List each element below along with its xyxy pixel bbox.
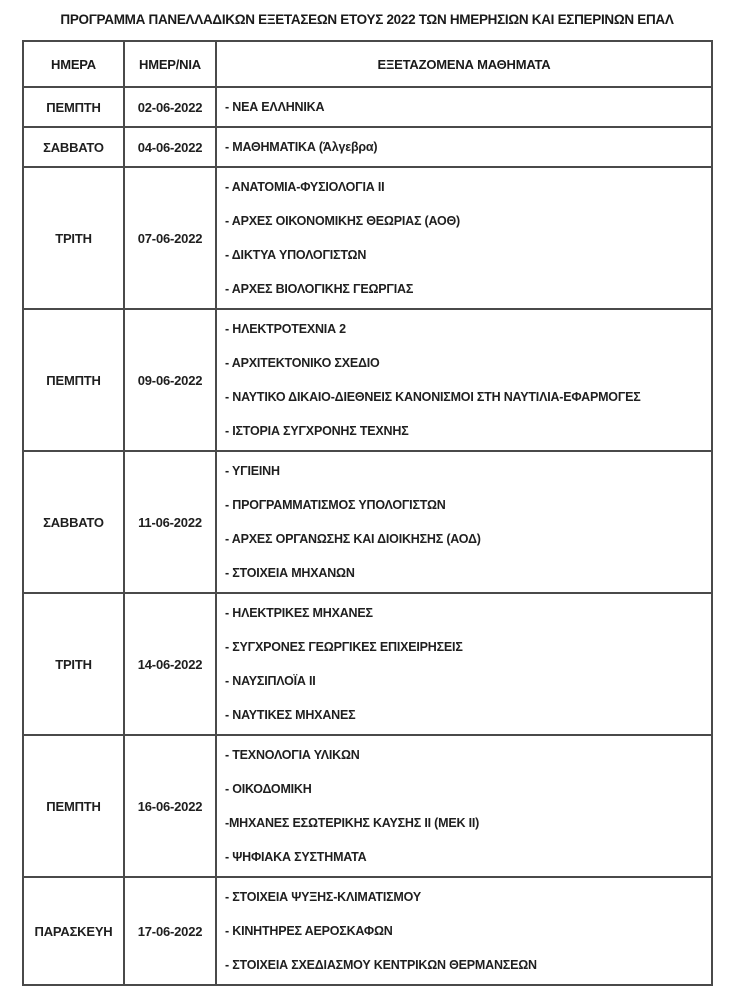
table-row: [23, 127, 712, 167]
subjects-cell: [216, 309, 712, 451]
day-cell: ΠΕΜΠΤΗ: [23, 309, 124, 451]
subject-item: - ΔΙΚΤΥΑ ΥΠΟΛΟΓΙΣΤΩΝ: [225, 248, 367, 262]
subject-item: - ΙΣΤΟΡΙΑ ΣΥΓΧΡΟΝΗΣ ΤΕΧΝΗΣ: [225, 424, 409, 438]
subject-item: - ΑΡΧΕΣ ΒΙΟΛΟΓΙΚΗΣ ΓΕΩΡΓΙΑΣ: [225, 282, 414, 296]
table-row: [23, 309, 712, 451]
date-cell: 14-06-2022: [124, 593, 216, 735]
page-title: ΠΡΟΓΡΑΜΜΑ ΠΑΝΕΛΛΑΔΙΚΩΝ ΕΞΕΤΑΣΕΩΝ ΕΤΟΥΣ 2022 ΤΩΝ ΗΜΕΡΗΣΙΩΝ ΚΑΙ ΕΣΠΕΡΙΝΩΝ ΕΠΑΛ: [60, 12, 674, 27]
column-header-date: ΗΜΕΡ/ΝΙΑ: [124, 41, 216, 87]
subject-item: - ΠΡΟΓΡΑΜΜΑΤΙΣΜΟΣ ΥΠΟΛΟΓΙΣΤΩΝ: [225, 498, 446, 512]
subject-item: - ΝΕΑ ΕΛΛΗΝΙΚΑ: [225, 100, 325, 114]
day-cell: ΤΡΙΤΗ: [23, 593, 124, 735]
date-cell: 17-06-2022: [124, 877, 216, 985]
subject-item: - ΨΗΦΙΑΚΑ ΣΥΣΤΗΜΑΤΑ: [225, 850, 367, 864]
subject-item: - ΗΛΕΚΤΡΟΤΕΧΝΙΑ 2: [225, 322, 346, 336]
subject-item: - ΣΥΓΧΡΟΝΕΣ ΓΕΩΡΓΙΚΕΣ ΕΠΙΧΕΙΡΗΣΕΙΣ: [225, 640, 463, 654]
date-cell: 09-06-2022: [124, 309, 216, 451]
subject-item: - ΝΑΥΤΙΚΕΣ ΜΗΧΑΝΕΣ: [225, 708, 356, 722]
subject-item: - ΑΡΧΕΣ ΟΙΚΟΝΟΜΙΚΗΣ ΘΕΩΡΙΑΣ (ΑΟΘ): [225, 214, 460, 228]
subject-item: - ΑΝΑΤΟΜΙΑ-ΦΥΣΙΟΛΟΓΙΑ II: [225, 180, 385, 194]
column-header-subjects: ΕΞΕΤΑΖΟΜΕΝΑ ΜΑΘΗΜΑΤΑ: [216, 41, 712, 87]
day-cell: ΠΑΡΑΣΚΕΥΗ: [23, 877, 124, 985]
table-row: [23, 167, 712, 309]
subject-item: - ΝΑΥΤΙΚΟ ΔΙΚΑΙΟ-ΔΙΕΘΝΕΙΣ ΚΑΝΟΝΙΣΜΟΙ ΣΤΗ ΝΑΥΤΙΛΙΑ-ΕΦΑΡΜΟΓΕΣ: [225, 390, 641, 404]
day-cell: ΣΑΒΒΑΤΟ: [23, 451, 124, 593]
subject-item: - ΣΤΟΙΧΕΙΑ ΣΧΕΔΙΑΣΜΟΥ ΚΕΝΤΡΙΚΩΝ ΘΕΡΜΑΝΣΕΩΝ: [225, 958, 537, 972]
subject-item: - ΗΛΕΚΤΡΙΚΕΣ ΜΗΧΑΝΕΣ: [225, 606, 373, 620]
subject-item: - ΥΓΙΕΙΝΗ: [225, 464, 280, 478]
day-cell: ΤΡΙΤΗ: [23, 167, 124, 309]
subject-item: - ΑΡΧΕΣ ΟΡΓΑΝΩΣΗΣ ΚΑΙ ΔΙΟΙΚΗΣΗΣ (ΑΟΔ): [225, 532, 481, 546]
subject-item: - ΣΤΟΙΧΕΙΑ ΨΥΞΗΣ-ΚΛΙΜΑΤΙΣΜΟΥ: [225, 890, 421, 904]
subject-item: - ΜΑΘΗΜΑΤΙΚΑ (Άλγεβρα): [225, 140, 378, 154]
subjects-cell: [216, 451, 712, 593]
subject-item: - ΣΤΟΙΧΕΙΑ ΜΗΧΑΝΩΝ: [225, 566, 355, 580]
day-cell: ΠΕΜΠΤΗ: [23, 735, 124, 877]
table-header-row: [23, 41, 712, 87]
subject-item: - ΚΙΝΗΤΗΡΕΣ ΑΕΡΟΣΚΑΦΩΝ: [225, 924, 393, 938]
day-cell: ΣΑΒΒΑΤΟ: [23, 127, 124, 167]
table-row: [23, 87, 712, 127]
subjects-cell: [216, 593, 712, 735]
subjects-cell: [216, 167, 712, 309]
subjects-cell: [216, 877, 712, 985]
date-cell: 04-06-2022: [124, 127, 216, 167]
date-cell: 02-06-2022: [124, 87, 216, 127]
date-cell: 16-06-2022: [124, 735, 216, 877]
subjects-cell: [216, 127, 712, 167]
table-row: [23, 877, 712, 985]
subjects-cell: [216, 87, 712, 127]
table-body: [23, 87, 712, 985]
table-row: [23, 593, 712, 735]
table-row: [23, 451, 712, 593]
exam-schedule-table: [22, 40, 713, 986]
subject-item: - ΝΑΥΣΙΠΛΟΪΑ II: [225, 674, 316, 688]
date-cell: 07-06-2022: [124, 167, 216, 309]
day-cell: ΠΕΜΠΤΗ: [23, 87, 124, 127]
table-row: [23, 735, 712, 877]
subject-item: - ΟΙΚΟΔΟΜΙΚΗ: [225, 782, 312, 796]
subject-item: - ΑΡΧΙΤΕΚΤΟΝΙΚΟ ΣΧΕΔΙΟ: [225, 356, 380, 370]
date-cell: 11-06-2022: [124, 451, 216, 593]
subject-item: -ΜΗΧΑΝΕΣ ΕΣΩΤΕΡΙΚΗΣ ΚΑΥΣΗΣ II (ΜΕΚ II): [225, 816, 480, 830]
subject-item: - ΤΕΧΝΟΛΟΓΙΑ ΥΛΙΚΩΝ: [225, 748, 360, 762]
column-header-day: ΗΜΕΡΑ: [23, 41, 124, 87]
subjects-cell: [216, 735, 712, 877]
